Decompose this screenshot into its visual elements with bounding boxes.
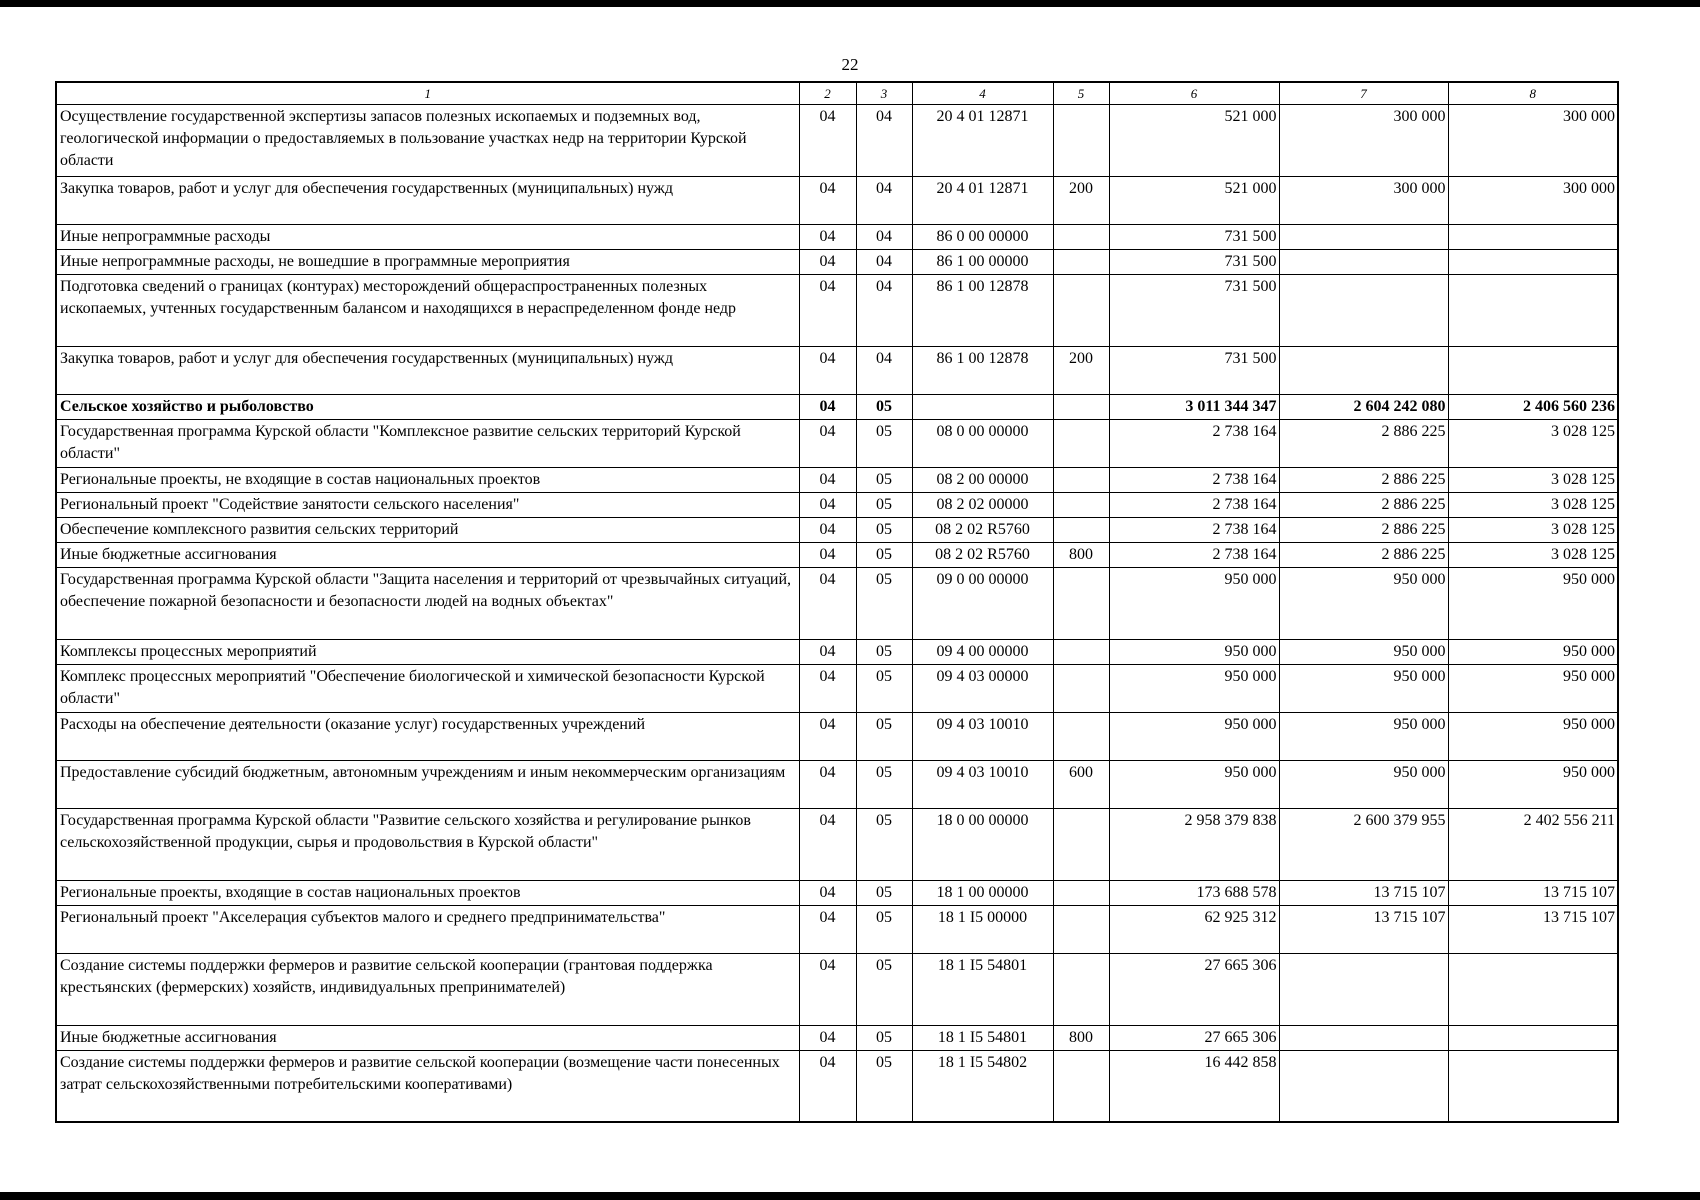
row-subsection: 05 [856,493,912,518]
row-target-article: 20 4 01 12871 [912,105,1053,177]
row-expense-type: 800 [1053,1026,1109,1051]
row-name: Государственная программа Курской области "Комплексное развитие сельских территорий Курской области" [56,420,799,468]
table-row [56,809,1618,881]
row-section: 04 [799,543,856,568]
row-target-article: 18 1 00 00000 [912,881,1053,906]
row-amount-col6: 731 500 [1109,275,1279,347]
row-amount-col8: 950 000 [1448,761,1618,809]
row-subsection: 05 [856,881,912,906]
row-section: 04 [799,420,856,468]
row-amount-col8: 950 000 [1448,640,1618,665]
row-target-article: 18 1 I5 54801 [912,1026,1053,1051]
row-expense-type [1053,250,1109,275]
row-name: Сельское хозяйство и рыболовство [56,395,799,420]
row-name: Комплексы процессных мероприятий [56,640,799,665]
row-name: Государственная программа Курской области "Развитие сельского хозяйства и регулирование рынков сельскохозяйственной продукции, сырья и продовольствия в Курской области" [56,809,799,881]
table-row [56,177,1618,225]
row-expense-type [1053,518,1109,543]
row-amount-col6: 2 738 164 [1109,420,1279,468]
row-amount-col7: 2 886 225 [1279,420,1448,468]
row-amount-col7: 300 000 [1279,105,1448,177]
row-expense-type: 600 [1053,761,1109,809]
row-subsection: 04 [856,177,912,225]
row-expense-type [1053,1051,1109,1122]
row-amount-col8: 300 000 [1448,105,1618,177]
row-section: 04 [799,225,856,250]
row-amount-col8 [1448,347,1618,395]
row-amount-col7: 2 886 225 [1279,468,1448,493]
row-amount-col6: 950 000 [1109,640,1279,665]
row-subsection: 05 [856,543,912,568]
table-row [56,1026,1618,1051]
table-row [56,518,1618,543]
row-subsection: 05 [856,809,912,881]
col-header-1: 1 [56,82,799,105]
row-expense-type [1053,420,1109,468]
row-amount-col6: 2 738 164 [1109,518,1279,543]
row-amount-col7: 950 000 [1279,665,1448,713]
row-section: 04 [799,518,856,543]
row-amount-col6: 2 738 164 [1109,493,1279,518]
row-subsection: 04 [856,105,912,177]
row-amount-col8: 3 028 125 [1448,420,1618,468]
row-expense-type [1053,468,1109,493]
row-amount-col6: 62 925 312 [1109,906,1279,954]
row-section: 04 [799,105,856,177]
row-name: Предоставление субсидий бюджетным, автономным учреждениям и иным некоммерческим организациям [56,761,799,809]
row-section: 04 [799,881,856,906]
row-subsection: 05 [856,640,912,665]
row-amount-col7: 2 886 225 [1279,493,1448,518]
row-amount-col6: 521 000 [1109,177,1279,225]
row-section: 04 [799,713,856,761]
row-expense-type [1053,225,1109,250]
row-subsection: 05 [856,420,912,468]
row-expense-type [1053,665,1109,713]
table-row [56,906,1618,954]
row-amount-col7: 950 000 [1279,713,1448,761]
row-section: 04 [799,809,856,881]
row-subsection: 04 [856,275,912,347]
row-target-article [912,395,1053,420]
row-target-article: 18 1 I5 54801 [912,954,1053,1026]
row-expense-type [1053,881,1109,906]
row-amount-col7: 2 604 242 080 [1279,395,1448,420]
table-row [56,761,1618,809]
row-amount-col8 [1448,275,1618,347]
row-subsection: 05 [856,906,912,954]
row-target-article: 18 1 I5 54802 [912,1051,1053,1122]
table-row [56,250,1618,275]
row-amount-col8 [1448,1051,1618,1122]
row-target-article: 08 0 00 00000 [912,420,1053,468]
row-amount-col8: 13 715 107 [1448,881,1618,906]
row-name: Комплекс процессных мероприятий "Обеспечение биологической и химической безопасности Курской области" [56,665,799,713]
row-amount-col7 [1279,954,1448,1026]
row-amount-col8: 13 715 107 [1448,906,1618,954]
row-subsection: 05 [856,518,912,543]
row-target-article: 09 4 03 10010 [912,761,1053,809]
row-expense-type [1053,954,1109,1026]
row-amount-col6: 950 000 [1109,761,1279,809]
row-subsection: 04 [856,347,912,395]
column-number-header [56,82,1618,105]
row-section: 04 [799,1026,856,1051]
row-amount-col7 [1279,1026,1448,1051]
row-name: Расходы на обеспечение деятельности (оказание услуг) государственных учреждений [56,713,799,761]
row-amount-col8: 3 028 125 [1448,543,1618,568]
row-section: 04 [799,468,856,493]
row-subsection: 05 [856,713,912,761]
row-name: Осуществление государственной экспертизы запасов полезных ископаемых и подземных вод, геологической информации о предоставляемых в пользование участках недр на территории Курской области [56,105,799,177]
row-section: 04 [799,275,856,347]
row-name: Обеспечение комплексного развития сельских территорий [56,518,799,543]
table-row [56,665,1618,713]
row-amount-col8: 3 028 125 [1448,493,1618,518]
row-amount-col6: 2 738 164 [1109,543,1279,568]
row-amount-col6: 950 000 [1109,713,1279,761]
row-expense-type [1053,105,1109,177]
row-name: Иные бюджетные ассигнования [56,543,799,568]
row-section: 04 [799,761,856,809]
row-expense-type [1053,395,1109,420]
row-amount-col8: 3 028 125 [1448,468,1618,493]
row-name: Закупка товаров, работ и услуг для обеспечения государственных (муниципальных) нужд [56,347,799,395]
row-target-article: 09 4 03 00000 [912,665,1053,713]
row-expense-type: 200 [1053,177,1109,225]
row-target-article: 86 1 00 12878 [912,347,1053,395]
row-amount-col8: 2 402 556 211 [1448,809,1618,881]
row-amount-col7 [1279,250,1448,275]
scan-border-top [0,0,1700,7]
row-subsection: 05 [856,1051,912,1122]
row-section: 04 [799,177,856,225]
row-amount-col8: 2 406 560 236 [1448,395,1618,420]
table-row [56,713,1618,761]
row-name: Создание системы поддержки фермеров и развитие сельской кооперации (возмещение части понесенных затрат сельскохозяйственными потребительскими кооперативами) [56,1051,799,1122]
row-subsection: 05 [856,1026,912,1051]
row-target-article: 18 1 I5 00000 [912,906,1053,954]
table-row [56,881,1618,906]
row-expense-type [1053,809,1109,881]
row-section: 04 [799,395,856,420]
scan-border-bottom [0,1192,1700,1200]
row-name: Региональный проект "Акселерация субъектов малого и среднего предпринимательства" [56,906,799,954]
row-target-article: 08 2 02 R5760 [912,518,1053,543]
row-amount-col7 [1279,225,1448,250]
row-amount-col7 [1279,347,1448,395]
row-amount-col8: 300 000 [1448,177,1618,225]
row-amount-col6: 731 500 [1109,250,1279,275]
budget-table [55,81,1619,1123]
row-name: Государственная программа Курской области "Защита населения и территорий от чрезвычайных ситуаций, обеспечение пожарной безопасности и безопасности людей на водных объектах" [56,568,799,640]
row-amount-col7: 13 715 107 [1279,881,1448,906]
row-amount-col6: 16 442 858 [1109,1051,1279,1122]
row-name: Создание системы поддержки фермеров и развитие сельской кооперации (грантовая поддержка крестьянских (фермерских) хозяйств, индивидуальных препринимателей) [56,954,799,1026]
row-target-article: 08 2 02 R5760 [912,543,1053,568]
row-amount-col6: 521 000 [1109,105,1279,177]
row-subsection: 05 [856,665,912,713]
row-target-article: 86 1 00 00000 [912,250,1053,275]
row-name: Региональный проект "Содействие занятости сельского населения" [56,493,799,518]
row-name: Иные непрограммные расходы, не вошедшие в программные мероприятия [56,250,799,275]
row-expense-type: 200 [1053,347,1109,395]
row-amount-col6: 950 000 [1109,568,1279,640]
table-row [56,347,1618,395]
row-amount-col7: 2 886 225 [1279,543,1448,568]
row-subsection: 04 [856,250,912,275]
row-name: Региональные проекты, входящие в состав национальных проектов [56,881,799,906]
col-header-7: 7 [1279,82,1448,105]
row-expense-type: 800 [1053,543,1109,568]
row-target-article: 08 2 00 00000 [912,468,1053,493]
table-row [56,493,1618,518]
row-target-article: 20 4 01 12871 [912,177,1053,225]
row-amount-col7: 13 715 107 [1279,906,1448,954]
row-subsection: 05 [856,954,912,1026]
row-amount-col6: 731 500 [1109,347,1279,395]
row-amount-col8 [1448,250,1618,275]
table-body [56,105,1618,1122]
row-expense-type [1053,568,1109,640]
table-row [56,640,1618,665]
col-header-5: 5 [1053,82,1109,105]
row-name: Закупка товаров, работ и услуг для обеспечения государственных (муниципальных) нужд [56,177,799,225]
row-amount-col8 [1448,225,1618,250]
row-amount-col6: 3 011 344 347 [1109,395,1279,420]
row-amount-col7 [1279,1051,1448,1122]
row-amount-col7: 950 000 [1279,640,1448,665]
row-section: 04 [799,665,856,713]
row-expense-type [1053,493,1109,518]
table-row [56,225,1618,250]
table-row [56,275,1618,347]
table-row [56,954,1618,1026]
table-row [56,468,1618,493]
row-subsection: 04 [856,225,912,250]
table-row [56,420,1618,468]
row-section: 04 [799,493,856,518]
page-number: 22 [841,55,859,74]
col-header-2: 2 [799,82,856,105]
row-amount-col8 [1448,954,1618,1026]
row-section: 04 [799,1051,856,1122]
row-target-article: 09 4 00 00000 [912,640,1053,665]
row-amount-col6: 2 958 379 838 [1109,809,1279,881]
row-section: 04 [799,568,856,640]
row-name: Иные непрограммные расходы [56,225,799,250]
row-amount-col8: 950 000 [1448,713,1618,761]
row-name: Региональные проекты, не входящие в состав национальных проектов [56,468,799,493]
table-row [56,105,1618,177]
row-amount-col6: 950 000 [1109,665,1279,713]
row-amount-col6: 2 738 164 [1109,468,1279,493]
row-target-article: 18 0 00 00000 [912,809,1053,881]
row-amount-col8 [1448,1026,1618,1051]
table-row [56,1051,1618,1122]
row-amount-col8: 950 000 [1448,665,1618,713]
row-target-article: 86 1 00 12878 [912,275,1053,347]
row-amount-col7: 2 600 379 955 [1279,809,1448,881]
row-subsection: 05 [856,395,912,420]
row-amount-col6: 731 500 [1109,225,1279,250]
table-row [56,395,1618,420]
row-expense-type [1053,275,1109,347]
row-amount-col6: 173 688 578 [1109,881,1279,906]
row-subsection: 05 [856,761,912,809]
col-header-3: 3 [856,82,912,105]
table-row [56,543,1618,568]
row-amount-col6: 27 665 306 [1109,1026,1279,1051]
row-subsection: 05 [856,468,912,493]
row-amount-col8: 3 028 125 [1448,518,1618,543]
row-subsection: 05 [856,568,912,640]
row-section: 04 [799,954,856,1026]
row-target-article: 09 0 00 00000 [912,568,1053,640]
row-expense-type [1053,713,1109,761]
row-target-article: 08 2 02 00000 [912,493,1053,518]
row-section: 04 [799,347,856,395]
row-section: 04 [799,250,856,275]
row-section: 04 [799,906,856,954]
row-name: Иные бюджетные ассигнования [56,1026,799,1051]
row-amount-col7: 950 000 [1279,761,1448,809]
row-amount-col7: 2 886 225 [1279,518,1448,543]
col-header-4: 4 [912,82,1053,105]
row-amount-col7: 950 000 [1279,568,1448,640]
row-target-article: 09 4 03 10010 [912,713,1053,761]
row-amount-col7: 300 000 [1279,177,1448,225]
row-section: 04 [799,640,856,665]
row-expense-type [1053,906,1109,954]
row-amount-col8: 950 000 [1448,568,1618,640]
row-amount-col6: 27 665 306 [1109,954,1279,1026]
row-name: Подготовка сведений о границах (контурах) месторождений общераспространенных полезных ископаемых, учтенных государственным балансом и находящихся в нераспределенном фонде недр [56,275,799,347]
col-header-6: 6 [1109,82,1279,105]
row-expense-type [1053,640,1109,665]
row-target-article: 86 0 00 00000 [912,225,1053,250]
col-header-8: 8 [1448,82,1618,105]
table-row [56,568,1618,640]
row-amount-col7 [1279,275,1448,347]
